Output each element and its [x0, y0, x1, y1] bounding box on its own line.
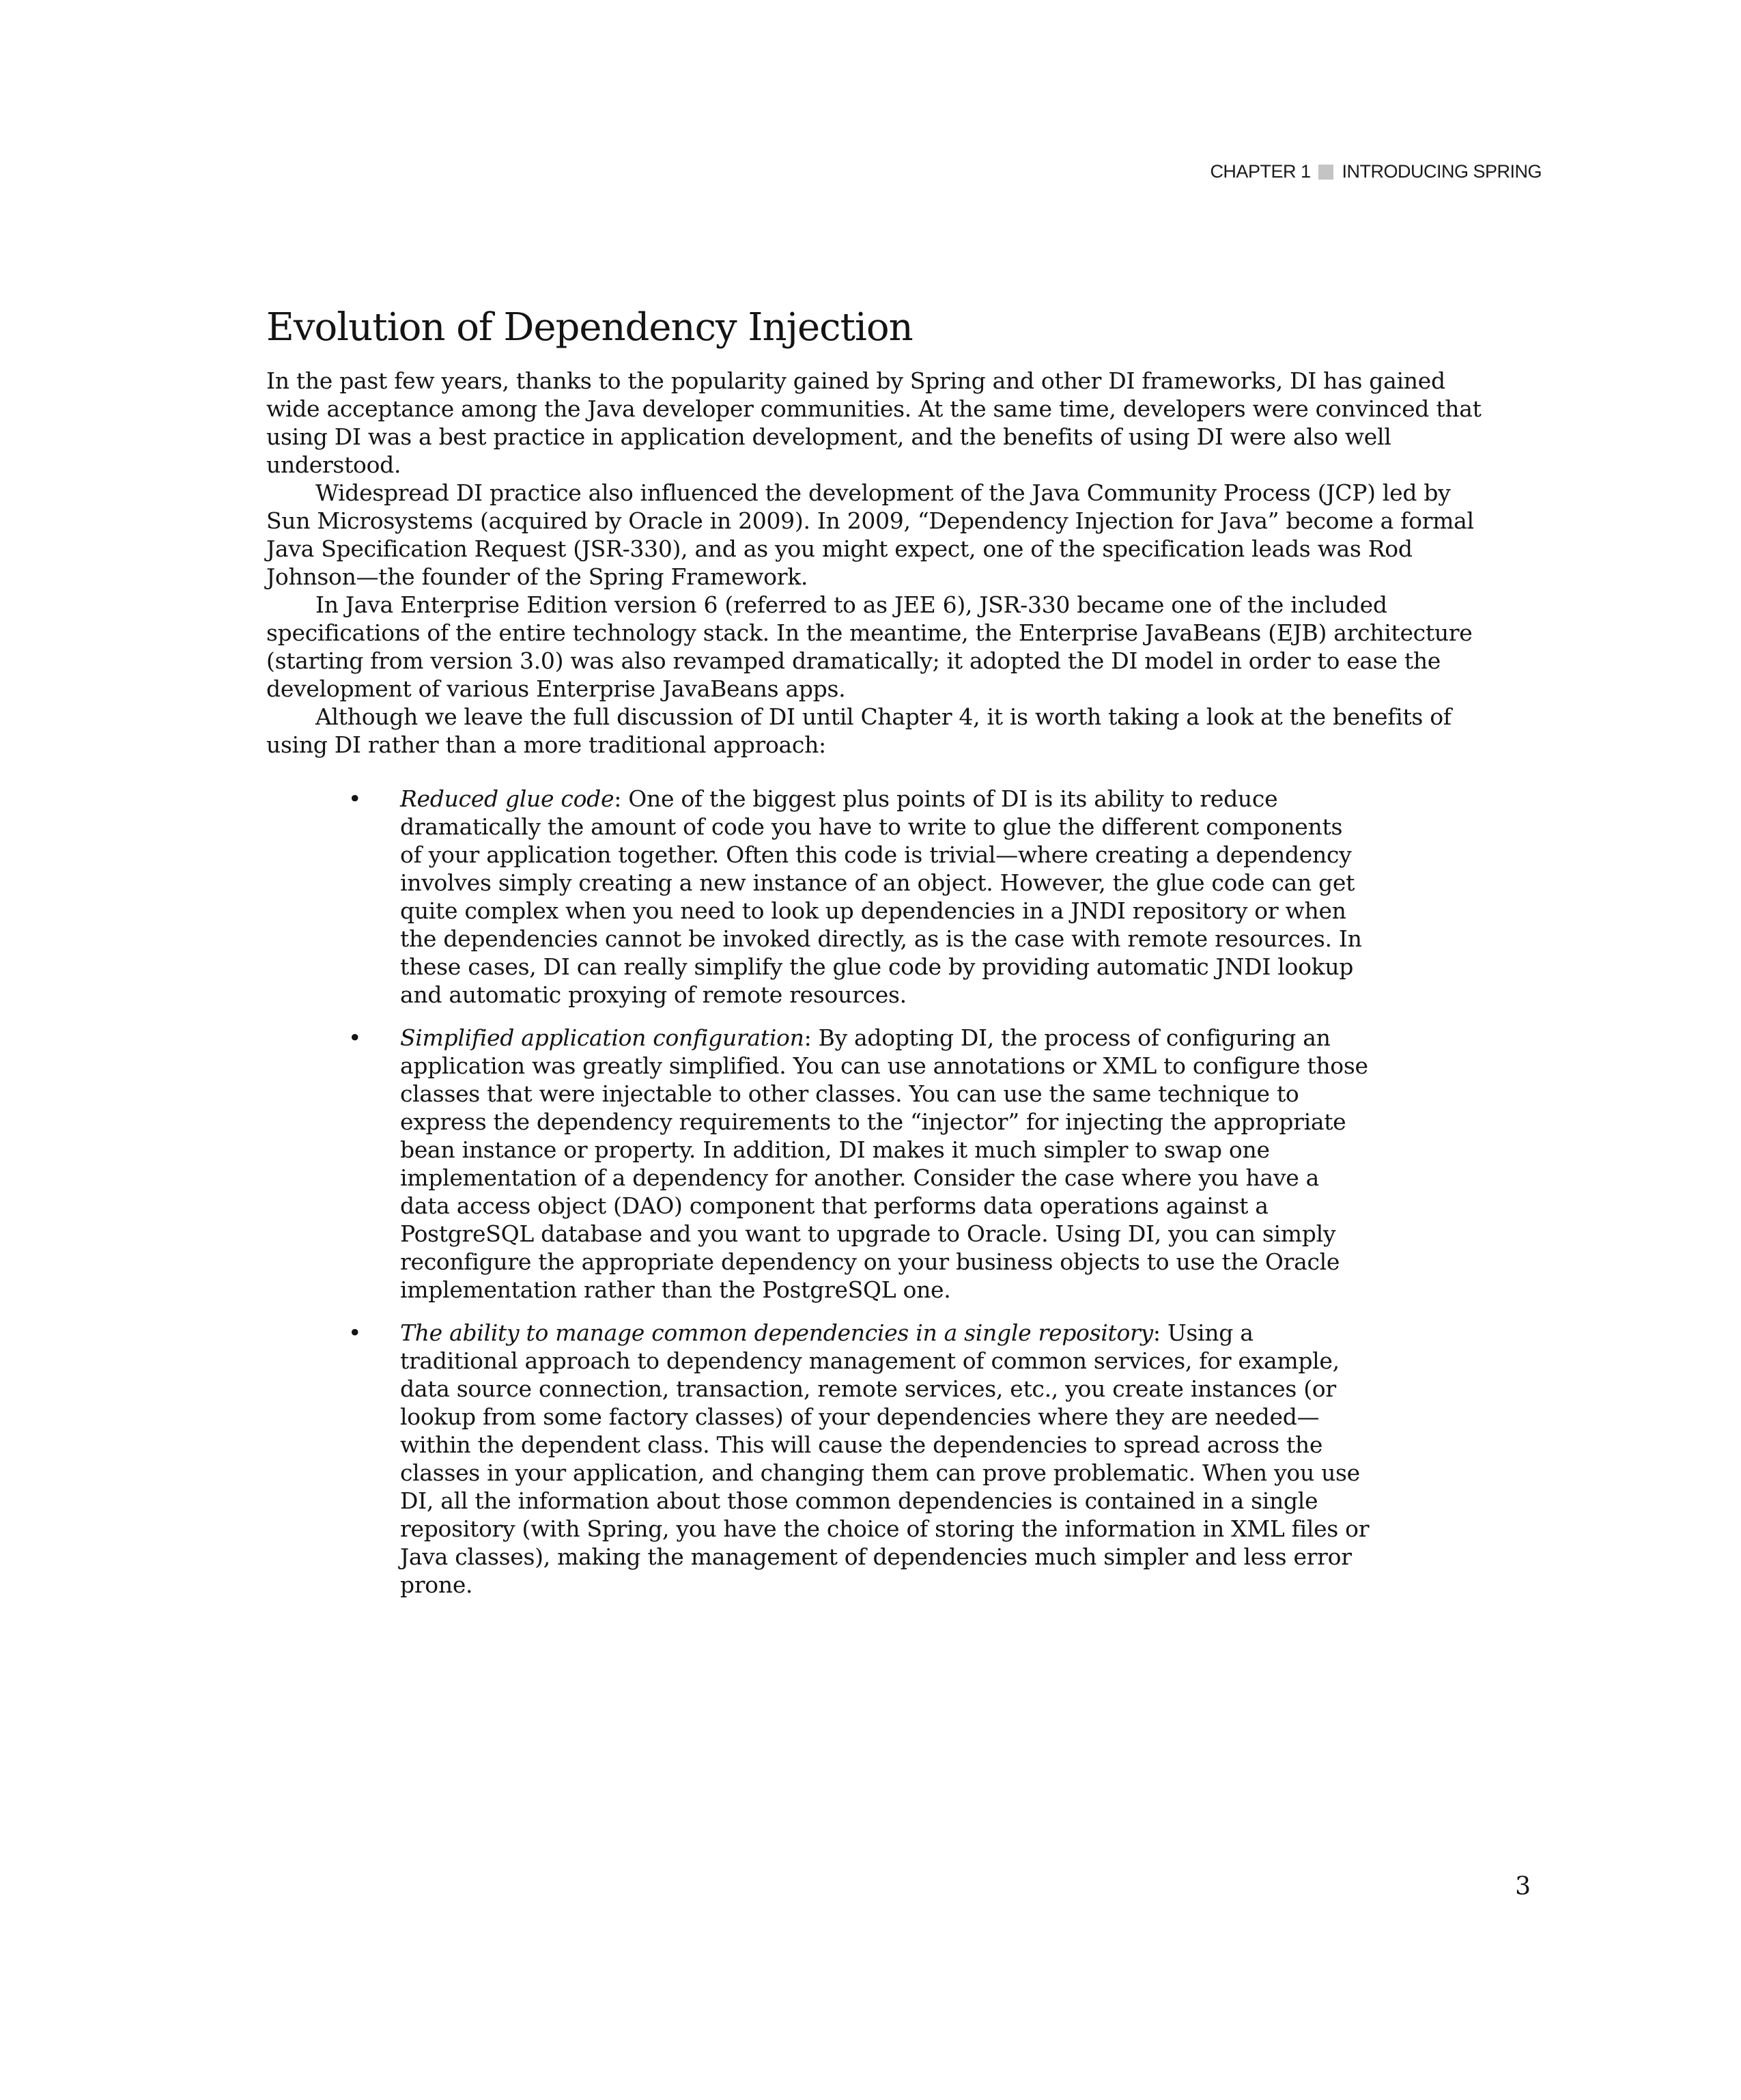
- paragraph: In the past few years, thanks to the popularity gained by Spring and other DI frameworks, DI has gained wide acceptance among the Java developer communities. At the same time, developers were convinced that using DI was a best practice in application development, and the benefits of using DI were also well understood.: [266, 367, 1482, 478]
- benefits-list: [266, 785, 1482, 1599]
- chapter-title: INTRODUCING SPRING: [1342, 161, 1542, 182]
- list-item: [348, 1024, 1370, 1304]
- section-title: Evolution of Dependency Injection: [266, 305, 913, 350]
- bullet-icon: •: [348, 1024, 362, 1051]
- bullet-text: : One of the biggest plus points of DI is its ability to reduce dramatically the amount of code you have to write to glue the different components of your application together. Often this code is trivial—where creating a dependency involves simply creating a new instance of an object. However, the glue code can get quite complex when you need to look up dependencies in a JNDI repository or when the dependencies cannot be invoked directly, as is the case with remote resources. In these cases, DI can really simplify the glue code by providing automatic JNDI lookup and automatic proxying of remote resources.: [400, 785, 1362, 1008]
- bullet-icon: •: [348, 785, 362, 812]
- paragraph: Widespread DI practice also influenced the development of the Java Community Process (JCP) led by Sun Microsystems (acquired by Oracle in 2009). In 2009, “Dependency Injection for Java” become a formal Java Specification Request (JSR-330), and as you might expect, one of the specification leads was Rod Johnson—the founder of the Spring Framework.: [266, 479, 1474, 590]
- bullet-text: : By adopting DI, the process of configuring an application was greatly simplified. You can use annotations or XML to configure those classes that were injectable to other classes. You can use the same technique to express the dependency requirements to the “injector” for injecting the appropriate bean instance or property. In addition, DI makes it much simpler to swap one implementation of a dependency for another. Consider the case where you have a data access object (DAO) component that performs data operations against a PostgreSQL database and you want to upgrade to Oracle. Using DI, you can simply reconfigure the appropriate dependency on your business objects to use the Oracle implementation rather than the PostgreSQL one.: [400, 1024, 1368, 1303]
- list-item: [348, 785, 1370, 1009]
- paragraph: In Java Enterprise Edition version 6 (referred to as JEE 6), JSR-330 became one of the included specifications of the entire technology stack. In the meantime, the Enterprise JavaBeans (EJB) architecture (starting from version 3.0) was also revamped dramatically; it adopted the DI model in order to ease the development of various Enterprise JavaBeans apps.: [266, 591, 1473, 702]
- bullet-term: Simplified application configuration: [400, 1024, 804, 1051]
- bullet-icon: •: [348, 1319, 362, 1346]
- page-number: 3: [1515, 1873, 1531, 1901]
- square-separator-icon: [1318, 165, 1333, 180]
- chapter-label: CHAPTER 1: [1210, 161, 1311, 182]
- bullet-term: Reduced glue code: [400, 785, 614, 812]
- page-body: [266, 304, 1482, 1614]
- list-item: [348, 1319, 1370, 1599]
- running-header: [1210, 161, 1542, 182]
- paragraph: Although we leave the full discussion of DI until Chapter 4, it is worth taking a look at the benefits of using DI rather than a more traditional approach:: [266, 703, 1452, 758]
- bullet-text: : Using a traditional approach to dependency management of common services, for example, data source connection, transaction, remote services, etc., you create instances (or lookup from some factory classes) of your dependencies where they are needed—within the dependent class. This will cause the dependencies to spread across the classes in your application, and changing them can prove problematic. When you use DI, all the information about those common dependencies is contained in a single repository (with Spring, you have the choice of storing the information in XML files or Java classes), making the management of dependencies much simpler and less error prone.: [400, 1319, 1370, 1598]
- bullet-term: The ability to manage common dependencies in a single repository: [400, 1319, 1153, 1346]
